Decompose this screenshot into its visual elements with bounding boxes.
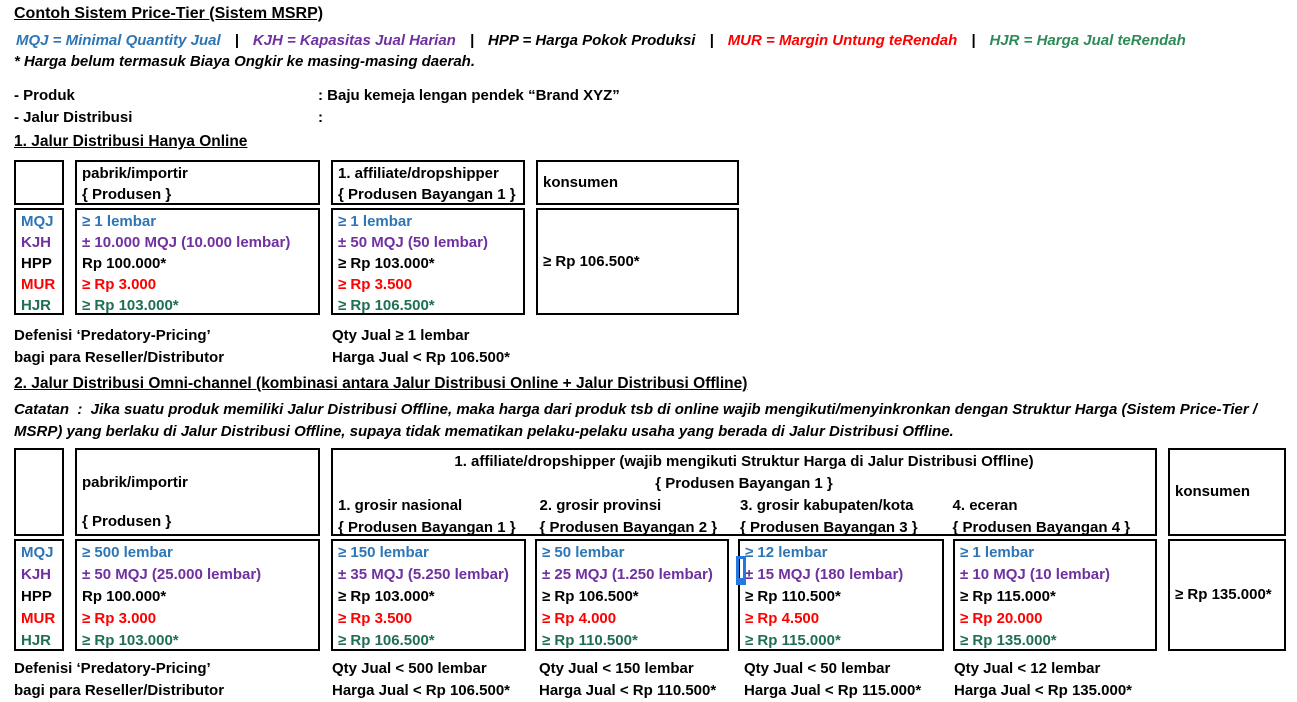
cell-mur: ≥ Rp 4.000 [542,610,617,627]
cell-mqj: ≥ 1 lembar [338,213,413,230]
cell-hpp: ≥ Rp 103.000* [338,255,435,272]
cell-mur: ≥ Rp 4.500 [745,610,820,627]
cell-kjh: ± 50 MQJ (50 lembar) [338,234,488,251]
cell-mqj: ≥ 500 lembar [82,544,173,561]
column-title: 2. grosir provinsi [539,497,662,514]
group-title: 1. affiliate/dropshipper (wajib mengikuti Struktur Harga di Jalur Distribusi Offline) [454,453,1034,470]
table-online [14,160,739,315]
legend-separator: | [469,32,475,49]
harga-note: Harga Jual < Rp 106.500* [332,349,511,366]
table1-konsumen-value [536,208,739,315]
column-title: 3. grosir kabupaten/kota [740,497,914,514]
harga-note: Harga Jual < Rp 115.000* [744,682,922,699]
table1-pabrik-column [75,160,320,315]
text-cursor-artifact [736,556,746,585]
cell-kjh: ± 10.000 MQJ (10.000 lembar) [82,234,291,251]
subheader-grosir-provinsi [540,495,732,539]
product-label: - Produk [14,87,75,104]
table2-konsumen-value [1168,539,1286,651]
shipping-footnote: * Harga belum termasuk Biaya Ongkir ke masing-masing daerah. [14,53,476,70]
cell-konsumen: ≥ Rp 135.000* [1175,586,1272,603]
predatory-note-eceran [954,658,1132,702]
table1-konsumen-column [536,160,739,315]
row-label-mur: MUR [21,610,56,627]
cell-hpp: ≥ Rp 110.500* [745,588,841,605]
table2-pabrik-header [75,448,320,536]
table1-affiliate-values [331,208,525,315]
predatory-line2: bagi para Reseller/Distributor [14,349,225,366]
legend-separator: | [234,32,239,49]
table2-label-column [14,448,64,651]
cell-mqj: ≥ 1 lembar [960,544,1035,561]
legend-item-hjr: HJR = Harga Jual teRendah [989,32,1186,49]
legend-item-mur: MUR = Margin Untung teRendah [727,32,958,49]
qty-note: Qty Jual < 50 lembar [744,660,891,677]
column-subtitle: { Produsen Bayangan 3 } [740,519,918,536]
cell-kjh: ± 35 MQJ (5.250 lembar) [338,566,509,583]
section1-heading: 1. Jalur Distribusi Hanya Online [14,133,248,150]
qty-note: Qty Jual < 500 lembar [332,660,487,677]
product-value: : Baju kemeja lengan pendek “Brand XYZ” [318,87,620,104]
row-label-hjr: HJR [21,632,52,649]
cell-hjr: ≥ Rp 106.500* [338,297,435,314]
cell-hpp: ≥ Rp 115.000* [960,588,1056,605]
table1-pabrik-header [75,160,320,205]
column-subtitle: { Produsen Bayangan 2 } [539,519,718,536]
legend-item-mqj: MQJ = Minimal Quantity Jual [16,32,221,49]
cell-kjh: ± 50 MQJ (25.000 lembar) [82,566,262,583]
table1-konsumen-header [536,160,739,205]
distribution-row [14,109,323,126]
cell-hpp: Rp 100.000* [82,255,167,272]
table2-corner-cell [14,448,64,536]
table1-affiliate-column [331,160,525,315]
cell-mur: ≥ Rp 3.500 [338,610,413,627]
table2-kabupaten-values [738,539,944,651]
cell-hjr: ≥ Rp 115.000* [745,632,841,649]
distribution-value: : [318,109,323,126]
distribution-label: - Jalur Distribusi [14,109,133,126]
cell-mur: ≥ Rp 3.500 [338,276,413,293]
cell-hjr: ≥ Rp 103.000* [82,632,179,649]
cell-hjr: ≥ Rp 103.000* [82,297,179,314]
predatory-note-nasional [332,658,510,702]
table2-konsumen-column [1168,448,1286,651]
predatory-line1: Defenisi ‘Predatory-Pricing’ [14,660,211,677]
harga-note: Harga Jual < Rp 135.000* [954,682,1133,699]
row-label-mqj: MQJ [21,544,54,561]
table1-row-labels [14,208,64,315]
table2-konsumen-header [1168,448,1286,536]
legend-item-kjh: KJH = Kapasitas Jual Harian [252,32,456,49]
cell-hjr: ≥ Rp 106.500* [338,632,435,649]
table2-group-header [331,448,1157,536]
cell-mqj: ≥ 150 lembar [338,544,429,561]
column-title: konsumen [1175,483,1251,500]
row-label-hjr: HJR [21,297,52,314]
column-title: konsumen [543,174,619,191]
predatory-definition-2 [14,658,224,702]
qty-note: Qty Jual < 150 lembar [539,660,694,677]
page-title: Contoh Sistem Price-Tier (Sistem MSRP) [14,5,324,22]
subcolumn-headers [338,495,1150,539]
product-row [14,87,620,104]
table2-pabrik-values [75,539,320,651]
predatory-definition-1 [14,325,224,369]
cell-mur: ≥ Rp 3.000 [82,276,157,293]
predatory-note-online [332,325,510,369]
cell-hjr: ≥ Rp 110.500* [542,632,638,649]
table-omni [14,448,1286,651]
cell-hjr: ≥ Rp 135.000* [960,632,1057,649]
qty-note: Qty Jual < 12 lembar [954,660,1101,677]
predatory-note-kabupaten [744,658,921,702]
column-title: 1. affiliate/dropshipper [338,165,499,182]
column-subtitle: { Produsen Bayangan 1 } [338,519,516,536]
cell-hpp: Rp 100.000* [82,588,167,605]
column-subtitle: { Produsen Bayangan 4 } [952,519,1131,536]
row-label-kjh: KJH [21,234,52,251]
cell-kjh: ± 10 MQJ (10 lembar) [960,566,1110,583]
cell-mur: ≥ Rp 3.000 [82,610,157,627]
cell-mqj: ≥ 50 lembar [542,544,625,561]
table2-row-labels [14,539,64,651]
legend-item-hpp: HPP = Harga Pokok Produksi [488,32,696,49]
row-label-hpp: HPP [21,588,52,605]
subheader-eceran [953,495,1151,539]
subheader-grosir-nasional [338,495,531,539]
row-label-hpp: HPP [21,255,52,272]
cell-hpp: ≥ Rp 106.500* [542,588,639,605]
cell-mqj: ≥ 1 lembar [82,213,157,230]
cell-mur: ≥ Rp 20.000 [960,610,1043,627]
predatory-line1: Defenisi ‘Predatory-Pricing’ [14,327,211,344]
table1-affiliate-header [331,160,525,205]
table2-provinsi-values [535,539,729,651]
row-label-kjh: KJH [21,566,52,583]
column-title: pabrik/importir [82,165,188,182]
table1-pabrik-values [75,208,320,315]
cell-kjh: ± 25 MQJ (1.250 lembar) [542,566,713,583]
table1-corner-cell [14,160,64,205]
column-subtitle: { Produsen } [82,513,172,530]
catatan-note: Catatan : Jika suatu produk memiliki Jalur Distribusi Offline, maka harga dari produk tsb di online wajib mengikuti/menyinkronkan dengan Struktur Harga (Sistem Price-Tier / MSRP) yang berlaku di Jalur Distribusi Offline, supaya tidak mematikan pelaku-pelaku usaha yang berada di Jalur Distribusi Offline. [14,401,1262,440]
legend-separator: | [709,32,714,49]
group-subtitle: { Produsen Bayangan 1 } [655,475,833,492]
cell-kjh: ± 15 MQJ (180 lembar) [745,566,904,583]
table2-pabrik-column [75,448,320,651]
harga-note: Harga Jual < Rp 106.500* [332,682,511,699]
column-title: pabrik/importir [82,474,188,491]
cell-mqj: ≥ 12 lembar [745,544,828,561]
cell-hpp: ≥ Rp 103.000* [338,588,435,605]
column-title: 4. eceran [952,497,1018,514]
predatory-line2: bagi para Reseller/Distributor [14,682,225,699]
qty-note: Qty Jual ≥ 1 lembar [332,327,470,344]
table2-affiliate-group [331,448,1157,651]
row-label-mur: MUR [21,276,56,293]
table2-nasional-values [331,539,526,651]
legend-separator: | [971,32,976,49]
harga-note: Harga Jual < Rp 110.500* [539,682,717,699]
column-subtitle: { Produsen } [82,186,172,203]
cell-konsumen: ≥ Rp 106.500* [543,253,640,270]
column-subtitle: { Produsen Bayangan 1 } [338,186,516,203]
cursor-handle [736,578,743,585]
column-title: 1. grosir nasional [338,497,463,514]
subheader-grosir-kabupaten [740,495,943,539]
table2-eceran-values [953,539,1157,651]
table1-label-column [14,160,64,315]
legend [16,32,1186,49]
row-label-mqj: MQJ [21,213,54,230]
section2-heading: 2. Jalur Distribusi Omni-channel (kombinasi antara Jalur Distribusi Online + Jalur Distribusi Offline) [14,375,748,392]
predatory-note-provinsi [539,658,716,702]
